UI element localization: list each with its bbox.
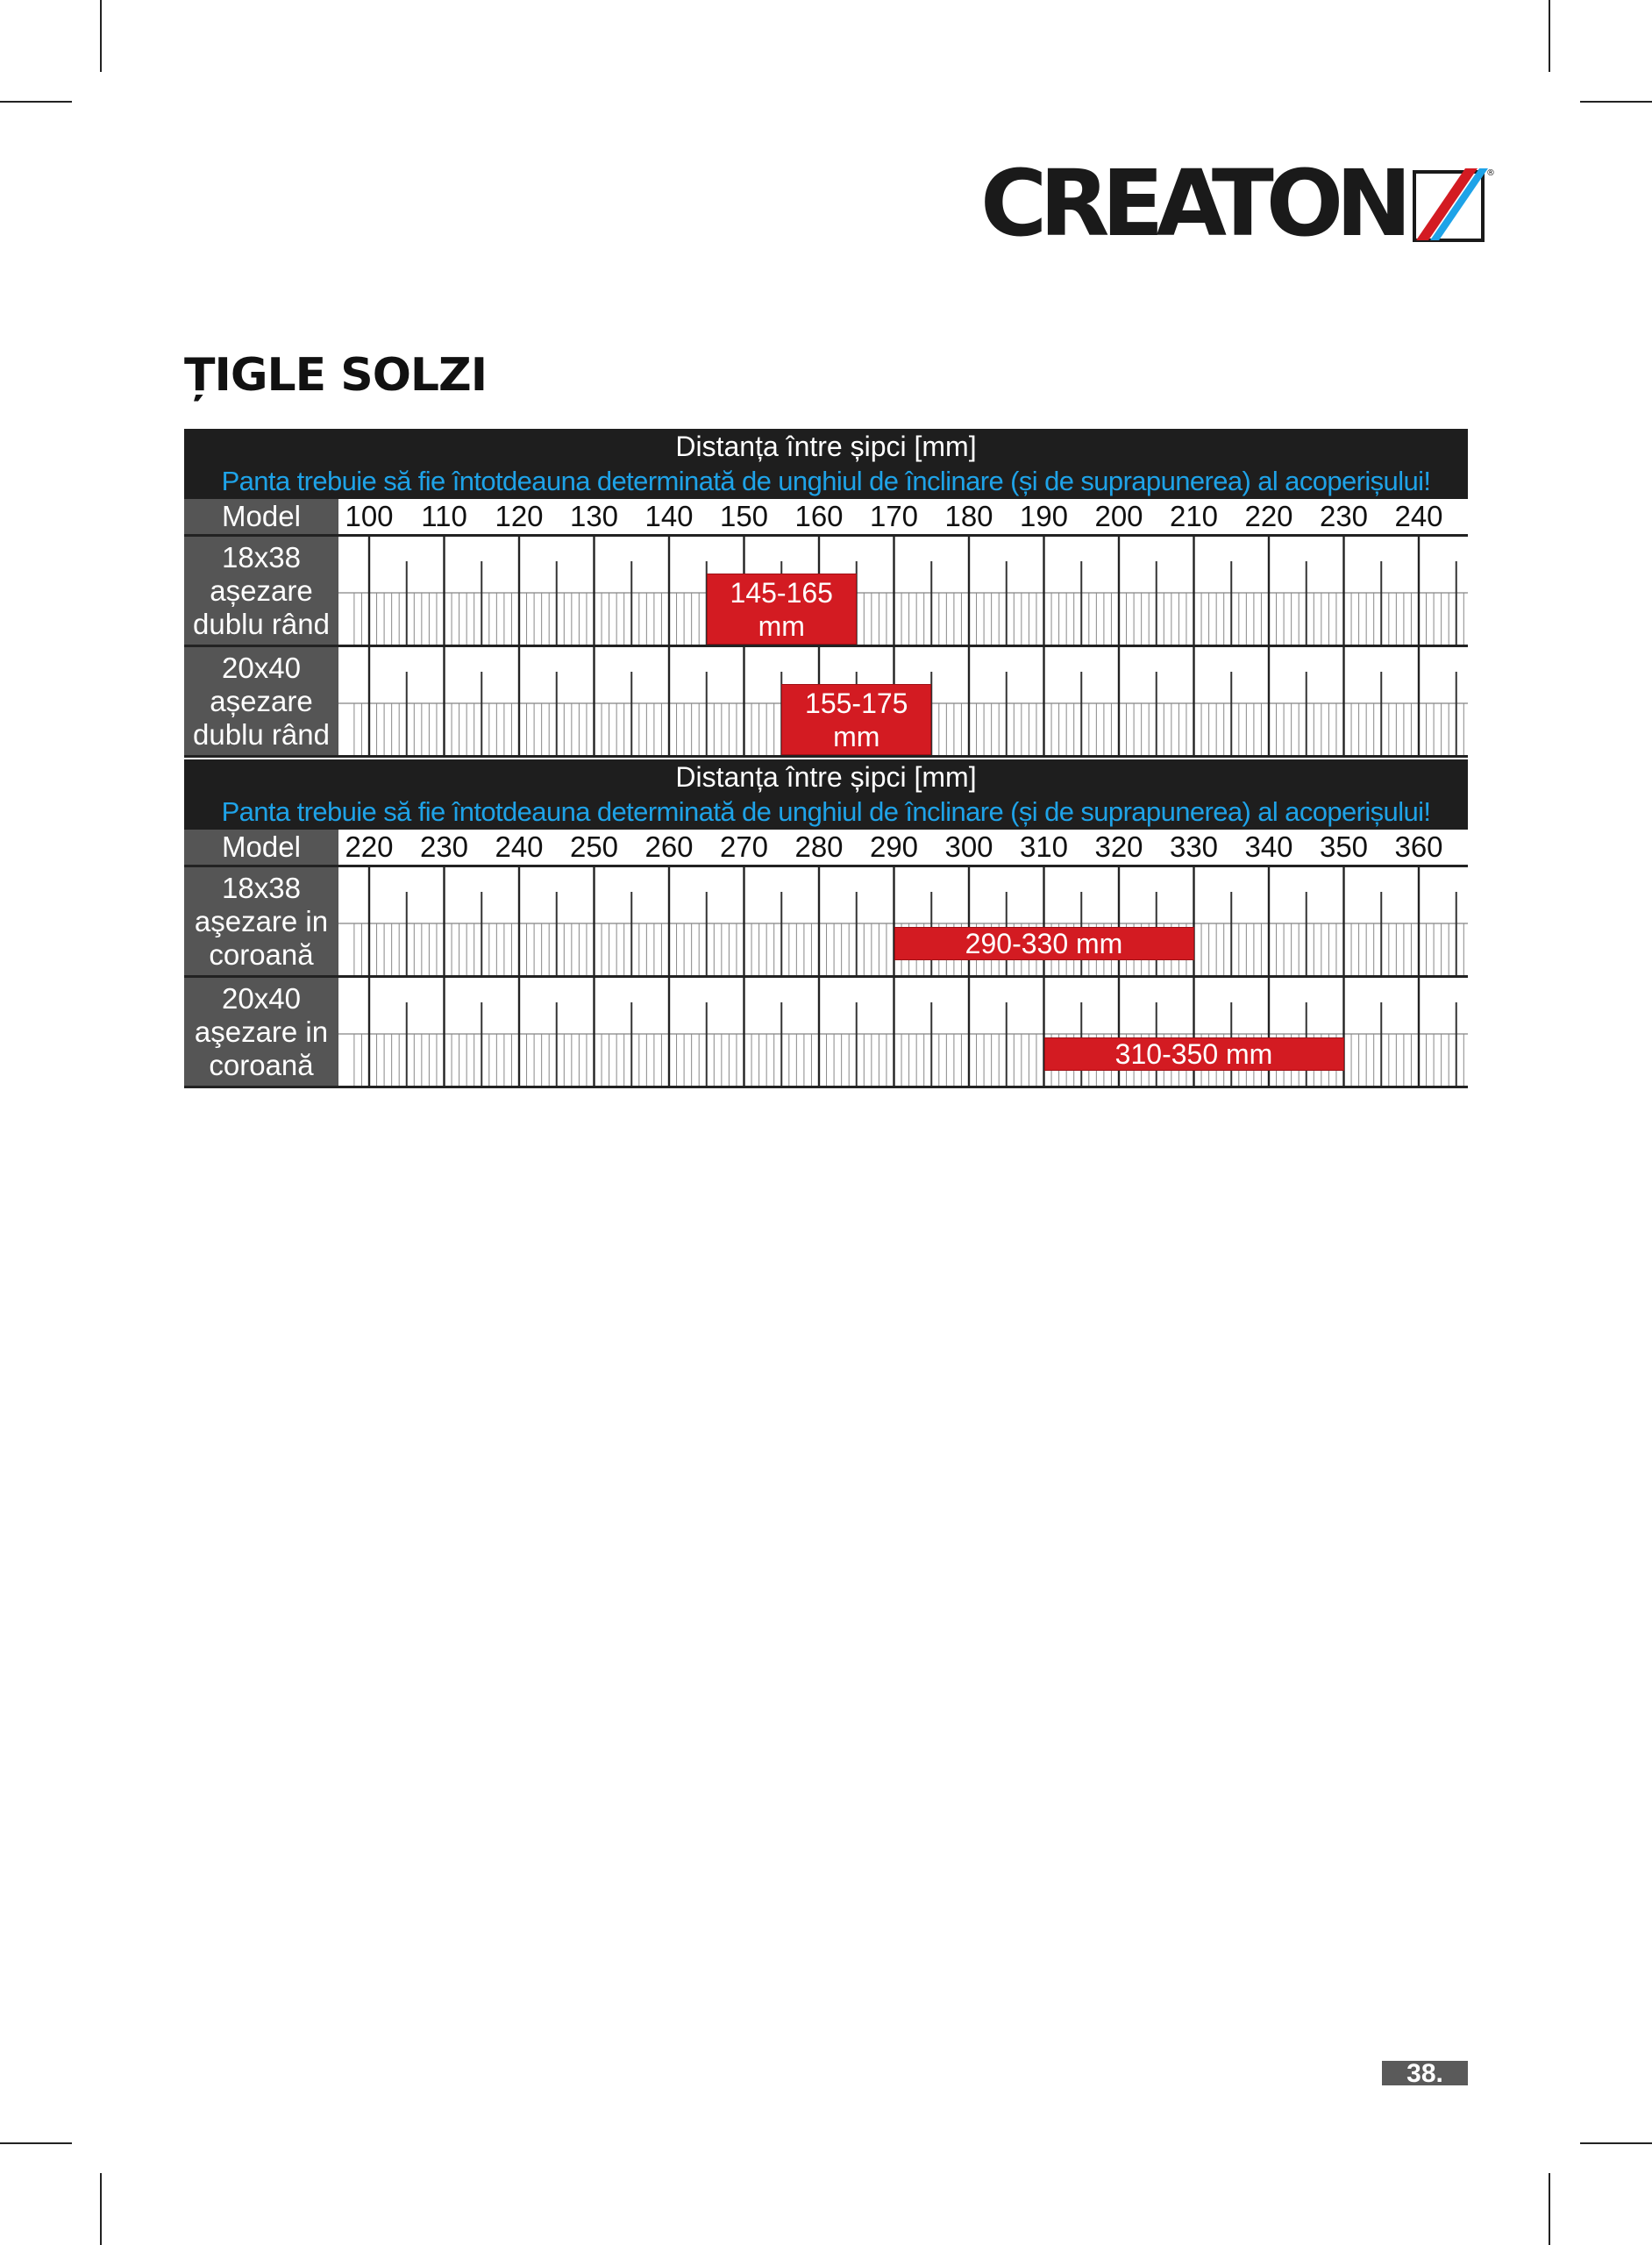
table-row — [184, 647, 1468, 758]
scale-ticks — [338, 830, 1468, 865]
crop-mark — [1549, 0, 1550, 72]
batten-table-section-1 — [184, 429, 1468, 758]
table-header — [184, 429, 1468, 499]
scale-tick-label: 180 — [944, 500, 993, 532]
batten-table-section-2 — [184, 759, 1468, 1088]
scale-tick-label: 160 — [794, 500, 844, 532]
ruler — [338, 537, 1468, 645]
crop-mark — [100, 2173, 102, 2245]
crop-mark — [1549, 2173, 1550, 2245]
scale-tick-label: 120 — [495, 500, 544, 532]
scale-tick-label: 280 — [794, 830, 844, 863]
row-label-line: dublu rând — [193, 717, 330, 751]
row-label — [184, 978, 338, 1086]
row-label-line: așezare — [210, 684, 313, 717]
spacing-range-bar: 310-350 mm — [1044, 1037, 1344, 1071]
model-label: Model — [184, 830, 338, 865]
row-label-line: 20x40 — [222, 981, 301, 1015]
crop-mark — [0, 101, 72, 103]
scale-tick-label: 290 — [869, 830, 919, 863]
scale-tick-label: 260 — [644, 830, 694, 863]
table-row — [184, 978, 1468, 1088]
ruler — [338, 647, 1468, 755]
ruler-graphic — [338, 537, 1468, 645]
scale-tick-label: 140 — [644, 500, 694, 532]
scale-tick-label: 300 — [944, 830, 993, 863]
crop-mark — [0, 2142, 72, 2144]
logo-mark-icon — [1413, 163, 1496, 244]
row-label-line: 20x40 — [222, 651, 301, 684]
row-label — [184, 647, 338, 755]
spacing-range-bar: 145-165 mm — [707, 574, 857, 645]
ruler — [338, 867, 1468, 975]
scale-tick-label: 230 — [1319, 500, 1369, 532]
table-title: Distanța între șipci [mm] — [675, 431, 977, 462]
table-row — [184, 537, 1468, 647]
scale-tick-label: 150 — [719, 500, 769, 532]
creaton-logo — [980, 150, 1496, 257]
registered-mark: ® — [1486, 168, 1496, 178]
scale-tick-label: 100 — [345, 500, 394, 532]
crop-mark — [100, 0, 102, 72]
scale-tick-label: 360 — [1394, 830, 1443, 863]
scale-tick-label: 350 — [1319, 830, 1369, 863]
page-heading: ȚIGLE SOLZI — [184, 349, 488, 402]
scale-tick-label: 310 — [1019, 830, 1069, 863]
scale-tick-label: 250 — [569, 830, 619, 863]
scale-tick-label: 230 — [419, 830, 469, 863]
scale-tick-label: 210 — [1169, 500, 1219, 532]
logo-wordmark: CREATON — [980, 150, 1405, 257]
page-number: 38. — [1382, 2061, 1468, 2085]
row-label-line: 18x38 — [222, 871, 301, 904]
row-label-line: coroană — [209, 1048, 314, 1081]
scale-tick-label: 340 — [1244, 830, 1293, 863]
model-label: Model — [184, 499, 338, 534]
scale-tick-label: 240 — [1394, 500, 1443, 532]
row-label-line: coroană — [209, 937, 314, 971]
row-label-line: aşezare in — [194, 904, 329, 937]
crop-mark — [1580, 101, 1652, 103]
scale-row — [184, 499, 1468, 537]
scale-tick-label: 190 — [1019, 500, 1069, 532]
scale-tick-label: 270 — [719, 830, 769, 863]
scale-tick-label: 240 — [495, 830, 544, 863]
row-label — [184, 537, 338, 645]
ruler — [338, 978, 1468, 1086]
scale-row — [184, 830, 1468, 867]
row-label-line: 18x38 — [222, 540, 301, 574]
table-note: Panta trebuie să fie întotdeauna determinată de unghiul de înclinare (și de suprapunerea) al acoperișului! — [221, 796, 1431, 827]
row-label-line: așezare — [210, 574, 313, 607]
scale-tick-label: 220 — [1244, 500, 1293, 532]
table-header — [184, 759, 1468, 830]
crop-mark — [1580, 2142, 1652, 2144]
scale-tick-label: 110 — [421, 500, 467, 532]
scale-tick-label: 320 — [1094, 830, 1143, 863]
spacing-range-bar: 155-175 mm — [781, 684, 931, 755]
scale-ticks — [338, 499, 1468, 534]
spacing-range-bar: 290-330 mm — [894, 927, 1194, 960]
scale-tick-label: 200 — [1094, 500, 1143, 532]
scale-tick-label: 220 — [345, 830, 394, 863]
table-title: Distanța între șipci [mm] — [675, 761, 977, 793]
row-label-line: aşezare in — [194, 1015, 329, 1048]
scale-tick-label: 170 — [869, 500, 919, 532]
row-label — [184, 867, 338, 975]
table-note: Panta trebuie să fie întotdeauna determinată de unghiul de înclinare (și de suprapunerea) al acoperișului! — [221, 466, 1431, 496]
scale-tick-label: 130 — [569, 500, 619, 532]
table-row — [184, 867, 1468, 978]
row-label-line: dublu rând — [193, 607, 330, 640]
scale-tick-label: 330 — [1169, 830, 1219, 863]
